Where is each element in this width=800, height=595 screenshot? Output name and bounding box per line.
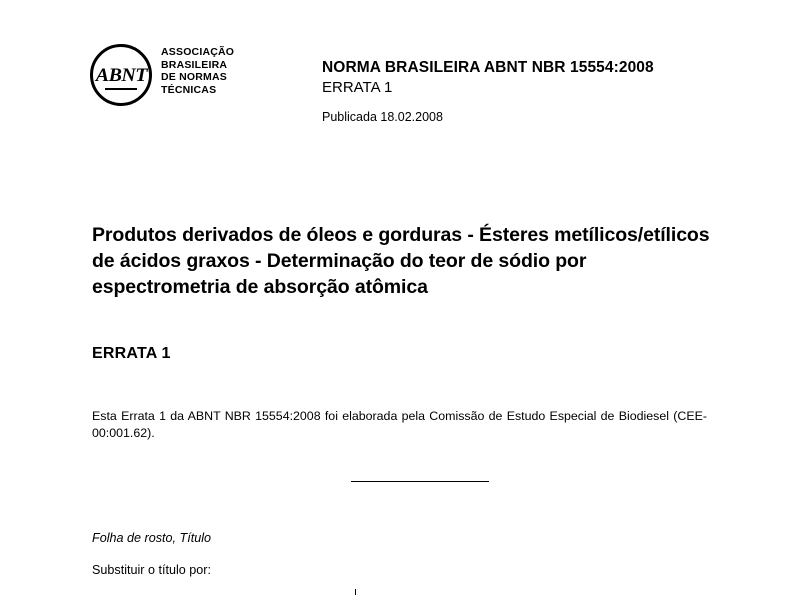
abnt-logo-word-3: DE NORMAS (161, 71, 227, 83)
abnt-logo (90, 44, 234, 106)
document-header (0, 44, 800, 134)
norma-title: NORMA BRASILEIRA ABNT NBR 15554:2008 (322, 59, 654, 76)
abnt-logo-underline (105, 88, 137, 90)
abnt-logo-word-2: BRASILEIRA (161, 58, 228, 71)
instruction-text: Substituir o título por: (92, 563, 212, 577)
abnt-logo-word-1: ASSOCIAÇÃO (161, 46, 235, 58)
section-label: Folha de rosto, Título (92, 531, 212, 545)
errata-section-heading: ERRATA 1 (92, 345, 171, 362)
abnt-logo-words (161, 46, 234, 96)
publication-date: Publicada 18.02.2008 (322, 110, 443, 124)
header-errata-label: ERRATA 1 (322, 79, 393, 96)
abnt-logo-word-4: TÉCNICAS (161, 83, 217, 96)
horizontal-divider (351, 481, 489, 482)
header-title-block (322, 58, 654, 124)
abnt-logo-icon (90, 44, 152, 106)
errata-paragraph: Esta Errata 1 da ABNT NBR 15554:2008 foi elaborada pela Comissão de Estudo Especial de Biodiesel (CEE-00:001.62). (92, 409, 707, 440)
page-bottom-marker (355, 589, 356, 595)
abnt-logo-mark-text: ABNT (95, 64, 147, 86)
page-title: Produtos derivados de óleos e gorduras - Ésteres metílicos/etílicos de ácidos graxos - Determinação do teor de sódio por espectrometria de absorção atômica (92, 224, 710, 298)
